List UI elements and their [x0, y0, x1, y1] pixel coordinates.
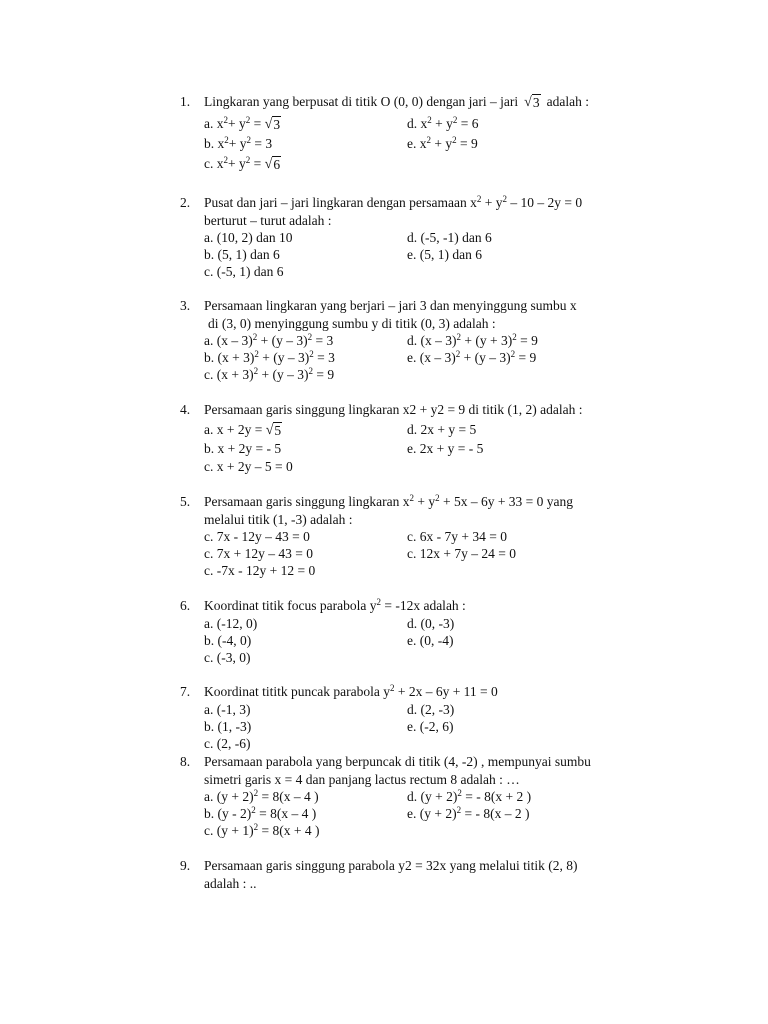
- option-a[interactable]: a. (-1, 3): [204, 701, 251, 717]
- question-text: Lingkaran yang berpusat di titik O (0, 0) dengan jari – jari √ 3 adalah :: [204, 94, 589, 110]
- question-number: 2.: [180, 195, 191, 210]
- option-a[interactable]: c. 7x - 12y – 43 = 0: [204, 529, 310, 544]
- question-number: 7.: [180, 684, 191, 699]
- question-1: [180, 93, 640, 171]
- question-number: 4.: [180, 402, 191, 417]
- option-a[interactable]: a. $x^2+ y^2$ = √ 3: [204, 114, 281, 132]
- question-text: Persamaan garis singgung lingkaran x2 + y2 = 9 di titik (1, 2) adalah :: [204, 402, 583, 417]
- question-text: Koordinat tititk puncak parabola $y^2 + 2x - 6y + 11 = 0$: [204, 683, 498, 699]
- option-c[interactable]: c. (-5, 1) dan 6: [204, 264, 284, 279]
- option-d[interactable]: d. (-5, -1) dan 6: [407, 230, 492, 245]
- question-4: [180, 401, 640, 475]
- option-c[interactable]: c. (2, -6): [204, 735, 251, 751]
- question-text: Koordinat titik focus parabola $y^2 = -12x$ adalah :: [204, 597, 466, 613]
- question-9: [180, 857, 640, 892]
- option-d[interactable]: d. (2, -3): [407, 701, 455, 717]
- option-c[interactable]: c. (-3, 0): [204, 649, 251, 665]
- option-a[interactable]: a. (10, 2) dan 10: [204, 230, 293, 245]
- sqrt-symbol: √ 5: [265, 422, 282, 438]
- option-c[interactable]: c. -7x - 12y + 12 = 0: [204, 563, 316, 578]
- option-a[interactable]: a. x + 2y = √ 5: [204, 421, 282, 438]
- question-text-cont: berturut – turut adalah :: [204, 212, 332, 228]
- question-text: Persamaan garis singgung parabola y2 = 32x yang melalui titik (2, 8): [204, 858, 578, 873]
- sqrt-symbol: √ 3: [264, 116, 281, 132]
- option-b[interactable]: b. (y - 2)$^2$ = 8(x – 4 ): [204, 805, 317, 821]
- question-number: 5.: [180, 494, 191, 509]
- option-d[interactable]: d. $(y + 2)^2$ = - 8(x + 2 ): [407, 788, 532, 804]
- option-c[interactable]: c. $(y + 1)^2 = 8(x + 4$ ): [204, 822, 320, 838]
- question-text: Pusat dan jari – jari lingkaran dengan persamaan $x^2 + y^2 - 10 - 2y = 0$: [204, 194, 583, 210]
- option-e[interactable]: e. 2x + y = - 5: [407, 440, 484, 456]
- question-text-cont: simetri garis x = 4 dan panjang lactus rectum 8 adalah : …: [204, 771, 520, 787]
- question-number: 1.: [180, 94, 191, 109]
- option-e[interactable]: e. (x – 3)$^2$ + (y – 3)$^2$ = 9: [407, 349, 537, 365]
- option-b[interactable]: b. (1, -3): [204, 718, 252, 734]
- option-a[interactable]: a. $(y + 2)^2 = 8(x - 4$ ): [204, 788, 319, 804]
- question-text-cont: adalah : ..: [204, 875, 257, 891]
- option-b[interactable]: b. (-4, 0): [204, 632, 252, 648]
- question-number: 6.: [180, 598, 191, 613]
- question-7: [180, 683, 640, 753]
- question-text: Persamaan parabola yang berpuncak di titik (4, -2) , mempunyai sumbu: [204, 754, 591, 769]
- sqrt-symbol: √ 6: [264, 156, 281, 172]
- question-number: 8.: [180, 754, 191, 769]
- question-number: 3.: [180, 298, 191, 313]
- sqrt-symbol: √ 3: [524, 95, 540, 110]
- option-b[interactable]: c. 7x + 12y – 43 = 0: [204, 546, 313, 561]
- question-2: [180, 194, 640, 281]
- option-d[interactable]: d. (0, -3): [407, 615, 455, 631]
- question-text: Persamaan garis singgung lingkaran $x^2 + y^2 + 5x - 6y + 33 = 0$ yang: [204, 493, 574, 509]
- option-c[interactable]: c. $(x + 3)^2 + (y - 3)^2 = 9$: [204, 366, 335, 382]
- option-b[interactable]: b. $x^2+ y^2 = 3$: [204, 134, 273, 151]
- option-b[interactable]: b. x + 2y = - 5: [204, 440, 282, 456]
- question-text: Persamaan lingkaran yang berjari – jari 3 dan menyinggung sumbu x: [204, 298, 577, 313]
- option-e[interactable]: e. $(y + 2)^2$ = - 8(x – 2 ): [407, 805, 530, 821]
- option-d[interactable]: d. $x^2 + y^2 = 6$: [407, 114, 479, 131]
- question-text-cont: di (3, 0) menyinggung sumbu y di titik (0, 3) adalah :: [208, 315, 496, 331]
- question-text-cont: melalui titik (1, -3) adalah :: [204, 511, 353, 527]
- question-number: 9.: [180, 858, 191, 873]
- option-e[interactable]: e. $x^2 + y^2 = 9$: [407, 134, 478, 151]
- question-5: [180, 493, 640, 580]
- option-e[interactable]: c. 12x + 7y – 24 = 0: [407, 546, 516, 561]
- option-b[interactable]: b. (5, 1) dan 6: [204, 247, 280, 262]
- option-d[interactable]: d. 2x + y = 5: [407, 421, 477, 437]
- question-6: [180, 597, 640, 667]
- question-8: [180, 753, 640, 840]
- option-a[interactable]: a. (-12, 0): [204, 615, 258, 631]
- option-b[interactable]: b. $(x + 3)^2 + (y - 3)^2 = 3$: [204, 349, 335, 365]
- option-a[interactable]: a. (x – 3)$^2$ + (y – 3)$^2$ = 3: [204, 332, 334, 348]
- option-e[interactable]: e. (-2, 6): [407, 718, 454, 734]
- option-c[interactable]: c. x + 2y – 5 = 0: [204, 458, 293, 474]
- option-e[interactable]: e. (0, -4): [407, 632, 454, 648]
- option-e[interactable]: e. (5, 1) dan 6: [407, 247, 482, 262]
- option-d[interactable]: c. 6x - 7y + 34 = 0: [407, 529, 507, 544]
- option-d[interactable]: d. $(x - 3)^2 + (y + 3)^2 = 9$: [407, 332, 538, 348]
- option-c[interactable]: c. $x^2+ y^2$ = √ 6: [204, 154, 281, 172]
- question-3: [180, 297, 640, 384]
